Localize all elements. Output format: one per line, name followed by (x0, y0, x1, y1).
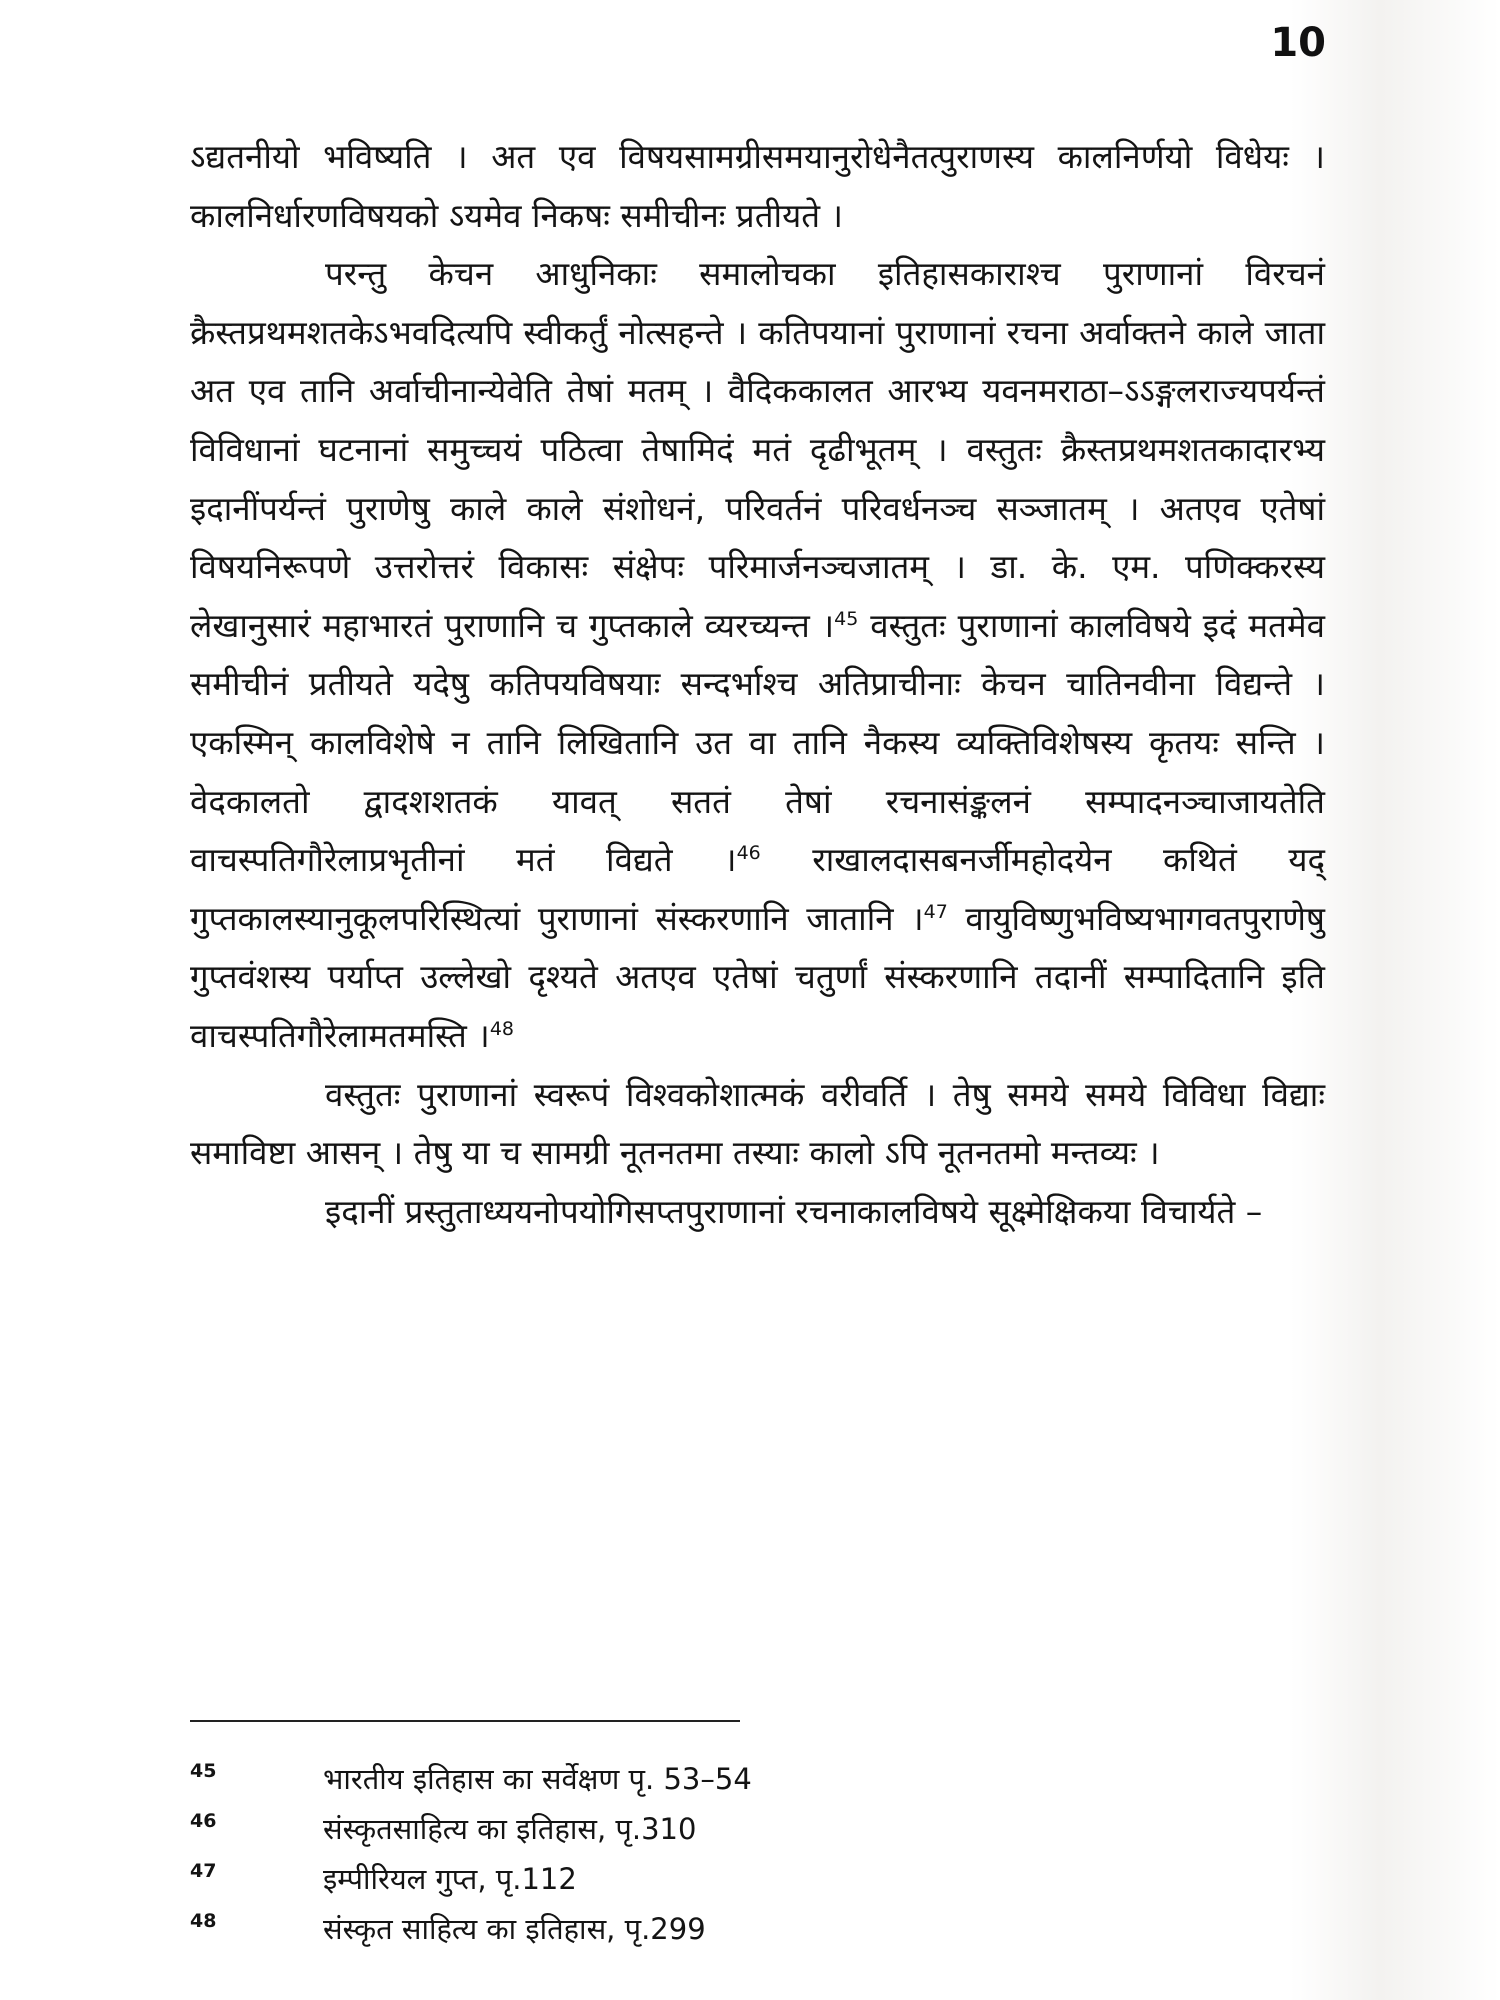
body-text (190, 128, 1325, 1241)
footnote-number: 45 (190, 1760, 217, 1782)
paragraph-text: वस्तुतः पुराणानां स्वरूपं विश्वकोशात्मकं वरीवर्ति । तेषु समये समये विविधा विद्याः समाविष्टा आसन् । तेषु या च सामग्री नूतनतमा तस्याः कालो ऽपि नूतनतमो मन्तव्यः । (190, 1074, 1325, 1173)
paragraph (190, 1066, 1325, 1183)
footnote-text: संस्कृतसाहित्य का इतिहास, पृ.310 (323, 1812, 697, 1846)
paragraph-text: इदानीं प्रस्तुताध्ययनोपयोगिसप्तपुराणानां रचनाकालविषये सूक्ष्मेक्षिकया विचार्यते – (325, 1191, 1263, 1231)
paragraph (190, 1183, 1325, 1242)
footnote-text: संस्कृत साहित्य का इतिहास, पृ.299 (323, 1912, 706, 1946)
footnote-separator (190, 1720, 740, 1722)
paragraph-text: वस्तुतः पुराणानां कालविषये इदं मतमेव समीचीनं प्रतीयते यदेषु कतिपयविषयाः सन्दर्भाश्च अतिप्राचीनाः केचन चातिनवीना विद्यन्ते । एकस्मिन् कालविशेषे न तानि लिखितानि उत वा तानि नैकस्य व्यक्तिविशेषस्य कृतयः सन्ति । वेदकालतो द्वादशशतकं यावत् सततं तेषां रचनासंङ्कलनं सम्पादनञ्चाजायतेति वाचस्पतिगौरेलाप्रभृतीनां मतं विद्यते । (190, 605, 1325, 880)
footnote-reference: 48 (489, 1017, 514, 1040)
page-number: 10 (1270, 20, 1326, 66)
paragraph-text: वायुविष्णुभविष्यभागवतपुराणेषु गुप्तवंशस्य पर्याप्त उल्लेखो दृश्यते अतएव एतेषां चतुर्णां संस्करणानि तदानीं सम्पादितानि इति वाचस्पतिगौरेलामतमस्ति । (190, 898, 1325, 1055)
paragraph-text: ऽद्यतनीयो भविष्यति । अत एव विषयसामग्रीसमयानुरोधेनैतत्पुराणस्य कालनिर्णयो विधेयः । कालनिर्धारणविषयको ऽयमेव निकषः समीचीनः प्रतीयते । (190, 137, 1325, 235)
footnote (190, 1810, 1190, 1860)
footnote (190, 1760, 1190, 1810)
paragraph (190, 128, 1325, 245)
footnote-reference: 47 (923, 900, 948, 923)
paragraph (190, 245, 1325, 1065)
footnote-text: भारतीय इतिहास का सर्वेक्षण पृ. 53–54 (323, 1762, 752, 1796)
footnote-number: 48 (190, 1910, 217, 1932)
footnote-number: 46 (190, 1810, 217, 1832)
footnotes (190, 1760, 1190, 1960)
footnote-reference: 45 (834, 607, 859, 630)
footnote-reference: 46 (736, 842, 761, 865)
footnote (190, 1910, 1190, 1960)
footnote (190, 1860, 1190, 1910)
footnote-text: इम्पीरियल गुप्त, पृ.112 (323, 1862, 577, 1896)
paragraph-text: राखालदासबनर्जीमहोदयेन कथितं यद् गुप्तकालस्यानुकूलपरिस्थित्यां पुराणानां संस्करणानि जातानि । (190, 840, 1325, 938)
paragraph-text: परन्तु केचन आधुनिकाः समालोचका इतिहासकाराश्च पुराणानां विरचनं क्रैस्तप्रथमशतकेऽभवदित्यपि स्वीकर्तुं नोत्सहन्ते । कतिपयानां पुराणानां रचना अर्वाक्तने काले जाता अत एव तानि अर्वाचीनान्येवेति तेषां मतम् । वैदिककालत आरभ्य यवनमराठा–ऽऽङ्गलराज्यपर्यन्तं विविधानां घटनानां समुच्चयं पठित्वा तेषामिदं मतं दृढीभूतम् । वस्तुतः क्रैस्तप्रथमशतकादारभ्य इदानींपर्यन्तं पुराणेषु काले काले संशोधनं, परिवर्तनं परिवर्धनञ्च सञ्जातम् । अतएव एतेषां विषयनिरूपणे उत्तरोत्तरं विकासः संक्षेपः परिमार्जनञ्चजातम् । डा. के. एम. पणिक्करस्य लेखानुसारं महाभारतं पुराणानि च गुप्तकाले व्यरच्यन्त । (190, 254, 1325, 645)
footnote-number: 47 (190, 1860, 217, 1882)
